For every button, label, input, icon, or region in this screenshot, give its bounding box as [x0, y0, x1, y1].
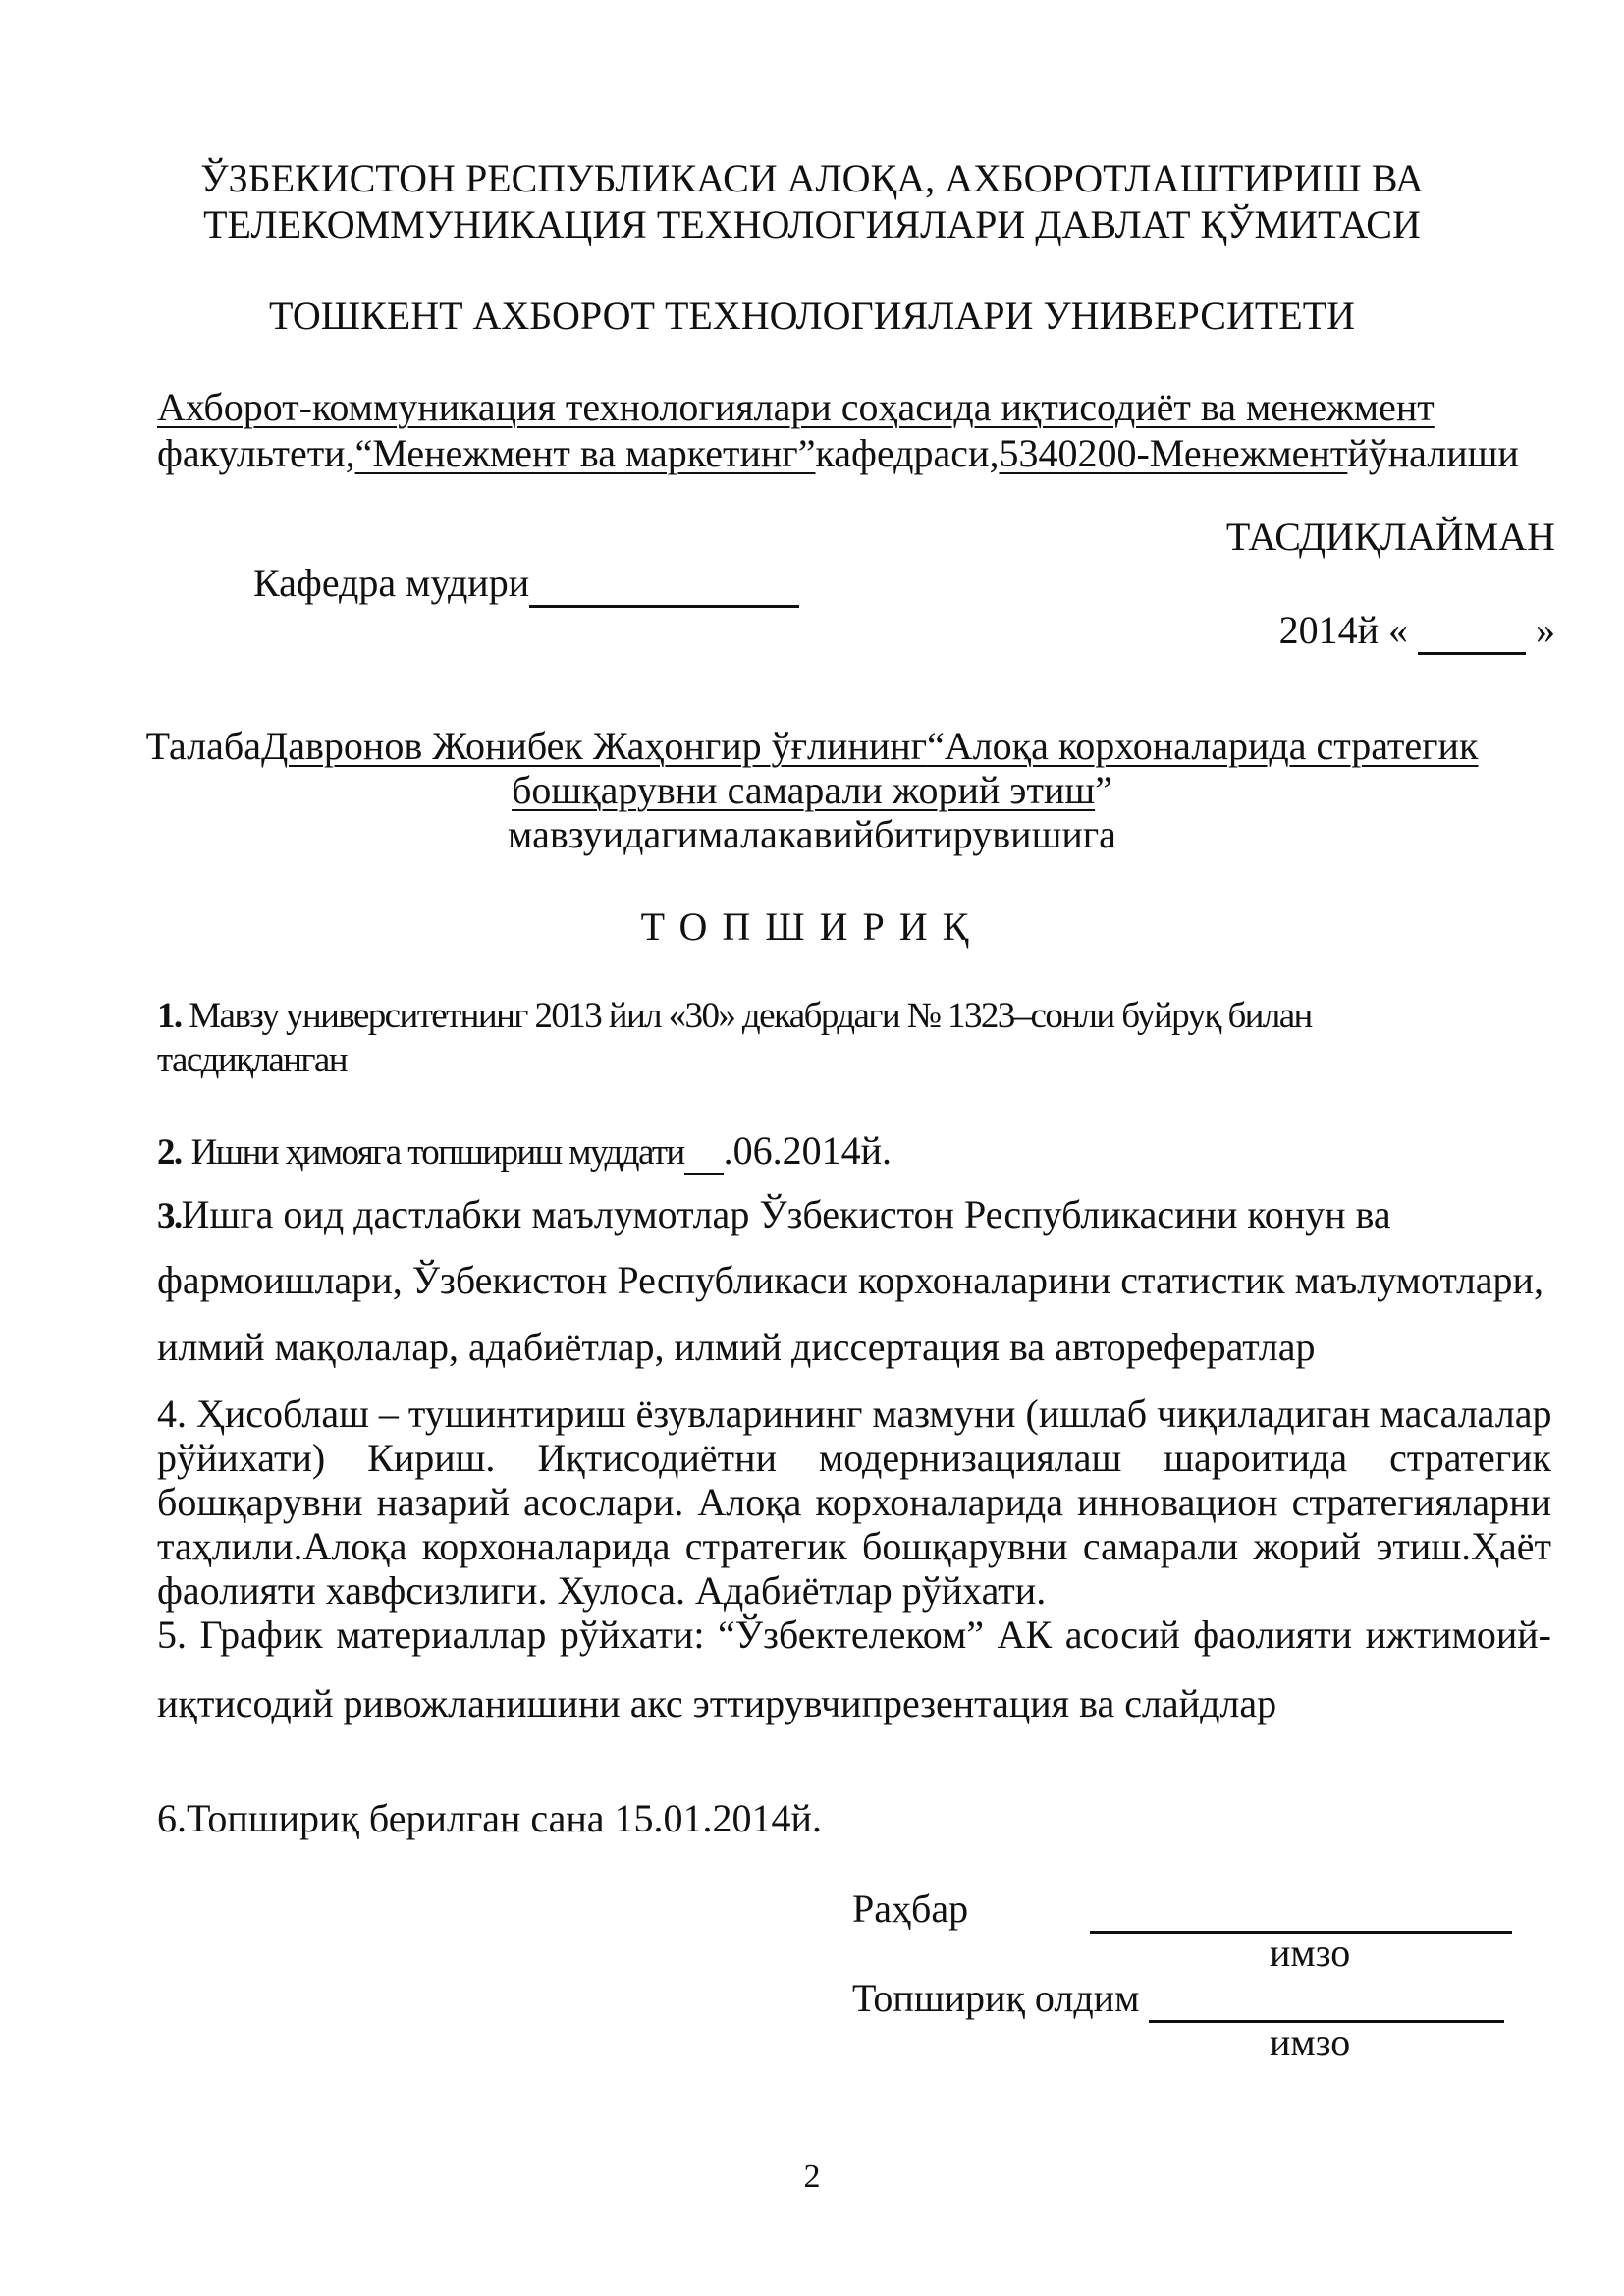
- item-1-line1: [157, 997, 1312, 1037]
- item-5-line2: иқтисодий ривожланишини акс эттирувчипрезентация ва слайдлар: [157, 1681, 1277, 1725]
- received-row: [852, 1977, 1504, 2023]
- department-head-label: Кафедра мудири: [253, 561, 530, 605]
- approval-date-blank: [1418, 609, 1526, 655]
- department-name: “Менежмент ва маркетинг”: [354, 431, 816, 475]
- department-word: кафедраси,: [815, 431, 1000, 475]
- item-1-line2: тасдиқланган: [157, 1040, 347, 1080]
- item-2-date: .06.2014й.: [723, 1128, 892, 1173]
- direction-word: йўналиши: [1347, 431, 1519, 475]
- supervisor-signature-row: [1090, 1887, 1512, 1934]
- supervisor-label: Раҳбар: [852, 1886, 969, 1931]
- approval-year: 2014й «: [1278, 608, 1408, 652]
- student-line1: [0, 725, 1624, 768]
- page-number: 2: [803, 2159, 821, 2195]
- item-4-line3: бошқарувни назарий асослари. Алоқа корхоналарида инновацион стратегияларни: [157, 1480, 1551, 1524]
- student-name: Давронов Жонибек Жаҳонгир ўғлининг: [260, 724, 928, 768]
- faculty-name: Ахборот-коммуникация технологиялари соҳасида иқтисодиёт ва менежмент: [157, 385, 1435, 429]
- task-title: ТОПШИРИҚ: [640, 904, 984, 949]
- item-3-text: Ишга оид дастлабки маълумотлар Ўзбекистон Республикасини конун ва: [181, 1192, 1391, 1236]
- item-1-text: Мавзу университетнинг 2013 йил «30» декабрдаги № 1323–сонли буйруқ билан: [189, 996, 1312, 1036]
- faculty-line2: [157, 432, 1519, 475]
- item-4-line4: таҳлили.Алоқа корхоналарида стратегик бошқарувни самарали жорий этиш.Ҳаёт: [157, 1524, 1551, 1568]
- university-title: ТОШКЕНТ АХБОРОТ ТЕХНОЛОГИЯЛАРИ УНИВЕРСИТЕТИ: [268, 294, 1356, 338]
- head-signature-line: [529, 562, 799, 608]
- approval-date-row: [1279, 609, 1555, 655]
- department-head-row: [253, 562, 799, 608]
- item-3-number: 3.: [157, 1196, 182, 1236]
- student-line3: мавзуидагималакавийбитирувишига: [508, 812, 1116, 856]
- item-2-day-blank: [684, 1129, 724, 1175]
- approval-close-quote: »: [1536, 608, 1555, 652]
- signature-caption-2: имзо: [1270, 2020, 1351, 2064]
- student-line2: [0, 769, 1624, 812]
- item-2: [157, 1129, 892, 1175]
- item-3-line2: фармоишлари, Ўзбекистон Республикаси корхоналарини статистик маълумотлари,: [157, 1258, 1543, 1302]
- received-label: Топшириқ олдим: [852, 1976, 1140, 2020]
- item-4-line2: рўйихати) Кириш. Иқтисодиётни модернизациялаш шароитида стратегик: [157, 1436, 1551, 1480]
- item-2-number: 2.: [157, 1132, 182, 1173]
- topic-close: ”: [1095, 768, 1112, 812]
- item-4-line1: 4. Ҳисоблаш – тушинтириш ёзувларининг мазмуни (ишлаб чиқиладиган масалалар: [157, 1392, 1552, 1436]
- student-prefix: Талаба: [145, 724, 261, 768]
- item-4-line5: фаолияти хавфсизлиги. Хулоса. Адабиётлар рўйхати.: [157, 1568, 1047, 1613]
- direction-code: 5340200-Менежмент: [999, 431, 1348, 475]
- item-3-line3: илмий мақолалар, адабиётлар, илмий диссертация ва авторефератлар: [157, 1325, 1316, 1369]
- item-5-line1: 5. График материаллар рўйхати: “Ўзбектелеком” АК асосий фаолияти ижтимоий-: [157, 1613, 1551, 1657]
- supervisor-signature-line: [1090, 1887, 1512, 1934]
- item-1-number: 1.: [157, 996, 182, 1036]
- topic-open: “Алоқа корхоналарида стратегик: [927, 724, 1479, 768]
- faculty-word: факультети,: [157, 431, 355, 475]
- item-6: 6.Топшириқ берилган сана 15.01.2014й.: [157, 1796, 822, 1840]
- item-3-line1: [157, 1193, 1391, 1237]
- faculty-line1: [157, 386, 1435, 429]
- item-2-text: Ишни ҳимояга топшириш муддати: [190, 1132, 684, 1173]
- signature-caption-1: имзо: [1270, 1931, 1351, 1975]
- topic-line2: бошқарувни самарали жорий этиш: [512, 768, 1096, 812]
- committee-title-line1: ЎЗБЕКИСТОН РЕСПУБЛИКАСИ АЛОҚА, АХБОРОТЛАШТИРИШ ВА: [200, 156, 1424, 200]
- received-signature-line: [1149, 1977, 1504, 2023]
- approval-heading: ТАСДИҚЛАЙМАН: [1225, 515, 1555, 559]
- committee-title-line2: ТЕЛЕКОММУНИКАЦИЯ ТЕХНОЛОГИЯЛАРИ ДАВЛАТ ҚЎМИТАСИ: [203, 202, 1421, 246]
